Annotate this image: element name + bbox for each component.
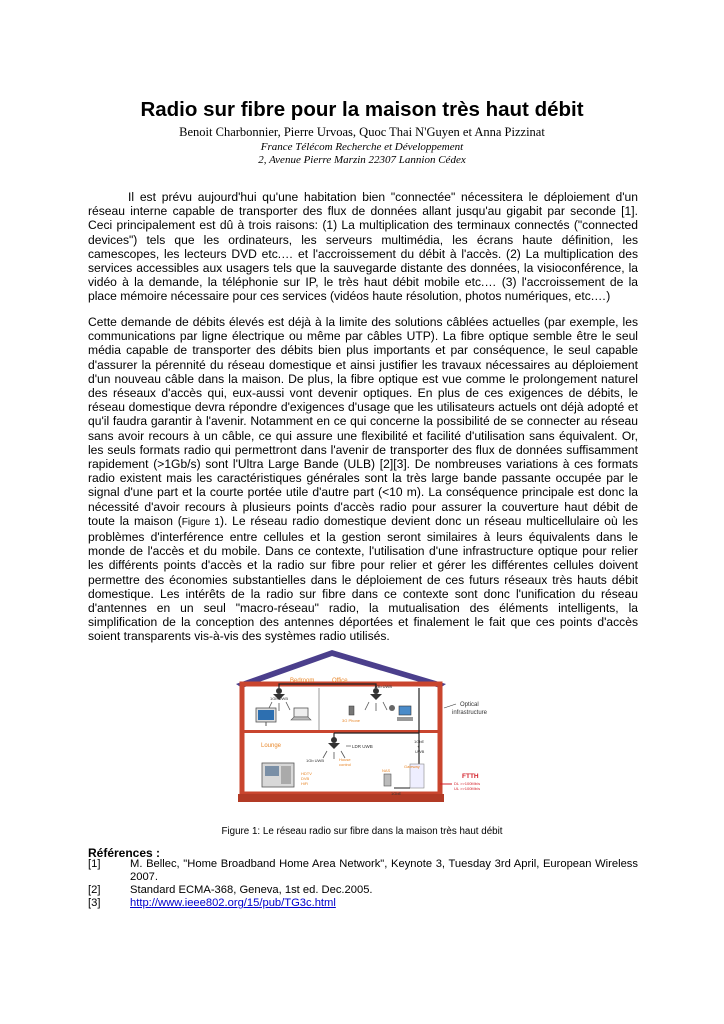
uwb-label-bedroom: 1Gb UWB <box>270 696 289 701</box>
phone-3g-label: 3G Phone <box>342 718 361 723</box>
gbe-uwb-label-2: + <box>417 744 420 749</box>
infrastructure-label: infrastructure <box>452 710 488 716</box>
room-label-office: Office <box>332 678 348 684</box>
hifi-label: HiFi <box>301 781 309 786</box>
gbe-label: 1GbE <box>391 791 402 796</box>
paragraph-body <box>88 315 638 644</box>
figure-reference: Figure 1 <box>181 516 220 528</box>
antenna-icon <box>370 688 382 700</box>
reference-text: M. Bellec, "Home Broadband Home Area Network", Keynote 3, Tuesday 3rd April, European Wireless 2007. <box>130 858 638 883</box>
hdtv-label: HDTV <box>301 771 312 776</box>
house-network-figure <box>234 648 502 814</box>
tv-screen-icon <box>256 708 276 726</box>
affiliation-institution: France Télécom Recherche et Développement <box>260 141 464 153</box>
laptop-icon <box>291 708 311 720</box>
hifi-tv-icon <box>262 763 294 787</box>
reference-link[interactable]: http://www.ieee802.org/15/pub/TG3c.html <box>130 897 336 909</box>
uwb-label-office: 1Gb UWB <box>374 684 393 689</box>
gbe-uwb-label-1: 1GbE <box>414 739 425 744</box>
paragraph-introduction: Il est prévu aujourd'hui qu'une habitation bien "connectée" nécessitera le déploiement d'un réseau interne capable de transporter des flux de données allant jusqu'au gigabit par seconde [1]. Ceci principalement est dû à trois raisons: (1) La multiplication des terminaux connectés ("connected devices") tels que les ordinateurs, les serveurs multimédia, les écrans haute définition, les camescopes, les lecteurs DVD etc.… et l'accroissement du débit à l'accès. (2) La multiplication des services accessibles aux usagers tels que la sauvegarde distante des données, la visioconférence, la vidéo à la demande, la téléphonie sur IP, le très haut débit mobile etc.… (3) l'accroissement de la place mémoire nécessaire pour ces services (vidéos haute résolution, photos numériques, etc.…) <box>88 190 638 304</box>
house-control-label-2: control <box>339 762 352 767</box>
references-heading: Références : <box>88 846 161 860</box>
nas-icon <box>384 774 391 786</box>
reference-text: Standard ECMA-368, Geneva, 1st ed. Dec.2005. <box>130 884 373 896</box>
reference-item <box>88 897 638 911</box>
author-list: Benoit Charbonnier, Pierre Urvoas, Quoc Thai N'Guyen et Anna Pizzinat <box>179 125 545 139</box>
reference-item <box>88 884 638 898</box>
ftth-downlink: DL >>100Mb/s <box>454 781 481 786</box>
figure-caption: Figure 1: Le réseau radio sur fibre dans la maison très haut débit <box>221 826 503 837</box>
ftth-label: FTTH <box>462 773 479 780</box>
gateway-label: Gateway <box>404 764 420 769</box>
antenna-icon <box>328 737 340 749</box>
affiliation-address: 2, Avenue Pierre Marzin 22307 Lannion Cédex <box>258 154 466 166</box>
nas-label: NAS <box>382 768 391 773</box>
desktop-computer-icon <box>389 705 413 721</box>
paragraph-body-part-1: Cette demande de débits élevés est déjà à la limite des solutions câblées actuelles (par exemple, les communications par ligne électrique ou même par câbles UTP). La fibre optique semble être le seul média capable de transporter des débits bien plus importants et par conséquence, le seul capable d'assurer la pérennité du réseau domestique et ainsi justifier les travaux nécessaires au déploiement d'un nouveau câble dans la maison. De plus, la fibre optique est vue comme le prolongement naturel des réseaux d'accès qui, eux-aussi vont devenir optiques. En plus de ces exigences de débits, le réseau domestique devra répondre d'exigences d'usage que les utilisateurs actuels ont déjà adopté et qu'il faudra garantir à l'avenir. Notamment en ce qui concerne la possibilité de se connecter au réseau sans avoir recours à un câble, ce qui assure une flexibilité et facilité d'utilisation sans équivalent. Or, les seuls formats radio qui permettront dans l'avenir de transporter des flux de données suffisamment rapidement (>1Gb/s) sont l'Ultra Large Bande (ULB) [2][3]. De nombreuses variations à ces formats radio existent mais les caractéristiques générales sont la très large bande passante occupée par le signal d'une part et la courte portée utile d'autre part (<10 m). La conséquence principale est donc la nécessité d'avoir recours à plusieurs points d'accès radio pour assurer la couverture haut débit de toute la maison ( <box>88 315 638 528</box>
room-label-lounge: Lounge <box>261 743 282 749</box>
dvb-label: DVB <box>301 776 310 781</box>
gbe-uwb-label-3: UWB <box>415 749 425 754</box>
ftth-uplink: UL >>100Mb/s <box>454 786 481 791</box>
paper-title: Radio sur fibre pour la maison très haut débit <box>140 98 584 121</box>
optical-label: Optical <box>460 702 479 708</box>
mobile-phone-icon <box>349 706 354 715</box>
paragraph-body-part-2: ). Le réseau radio domestique devient donc un réseau multicellulaire où les problèmes d'interférence entre cellules et la gestion seront similaires à leurs équivalents dans le monde de l'accès et du mobile. Dans ce contexte, l'utilisation d'une infrastructure optique pour relier les différents points d'accès et la radio sur fibre pour relier et gérer les différentes cellules doivent permettre des économies substantielles dans le déploiement de ces futurs réseaux très hauts débit domestique. Les intérêts de la radio sur fibre dans ce contexte sont donc l'unification du réseau d'antennes en un seul "macro-réseau" radio, la mutualisation des éléments intelligents, la simplification de la conception des antennes déportées et finalement le fait que ces points d'accès soient transparents vis-à-vis des systèmes radio utilisés. <box>88 513 638 644</box>
optical-pointer <box>444 704 456 708</box>
reference-number: [3] <box>88 897 101 909</box>
house-control-label-1: House <box>339 757 351 762</box>
reference-number: [2] <box>88 884 101 896</box>
reference-number: [1] <box>88 858 101 870</box>
foundation <box>238 794 444 802</box>
reference-item <box>88 858 638 886</box>
uwb-label-lounge: 1Gb UWB <box>306 758 325 763</box>
radio-waves <box>365 702 387 711</box>
room-label-bedroom: Bedroom <box>290 678 315 684</box>
ldr-uwb-label: LDR UWB <box>352 744 373 749</box>
